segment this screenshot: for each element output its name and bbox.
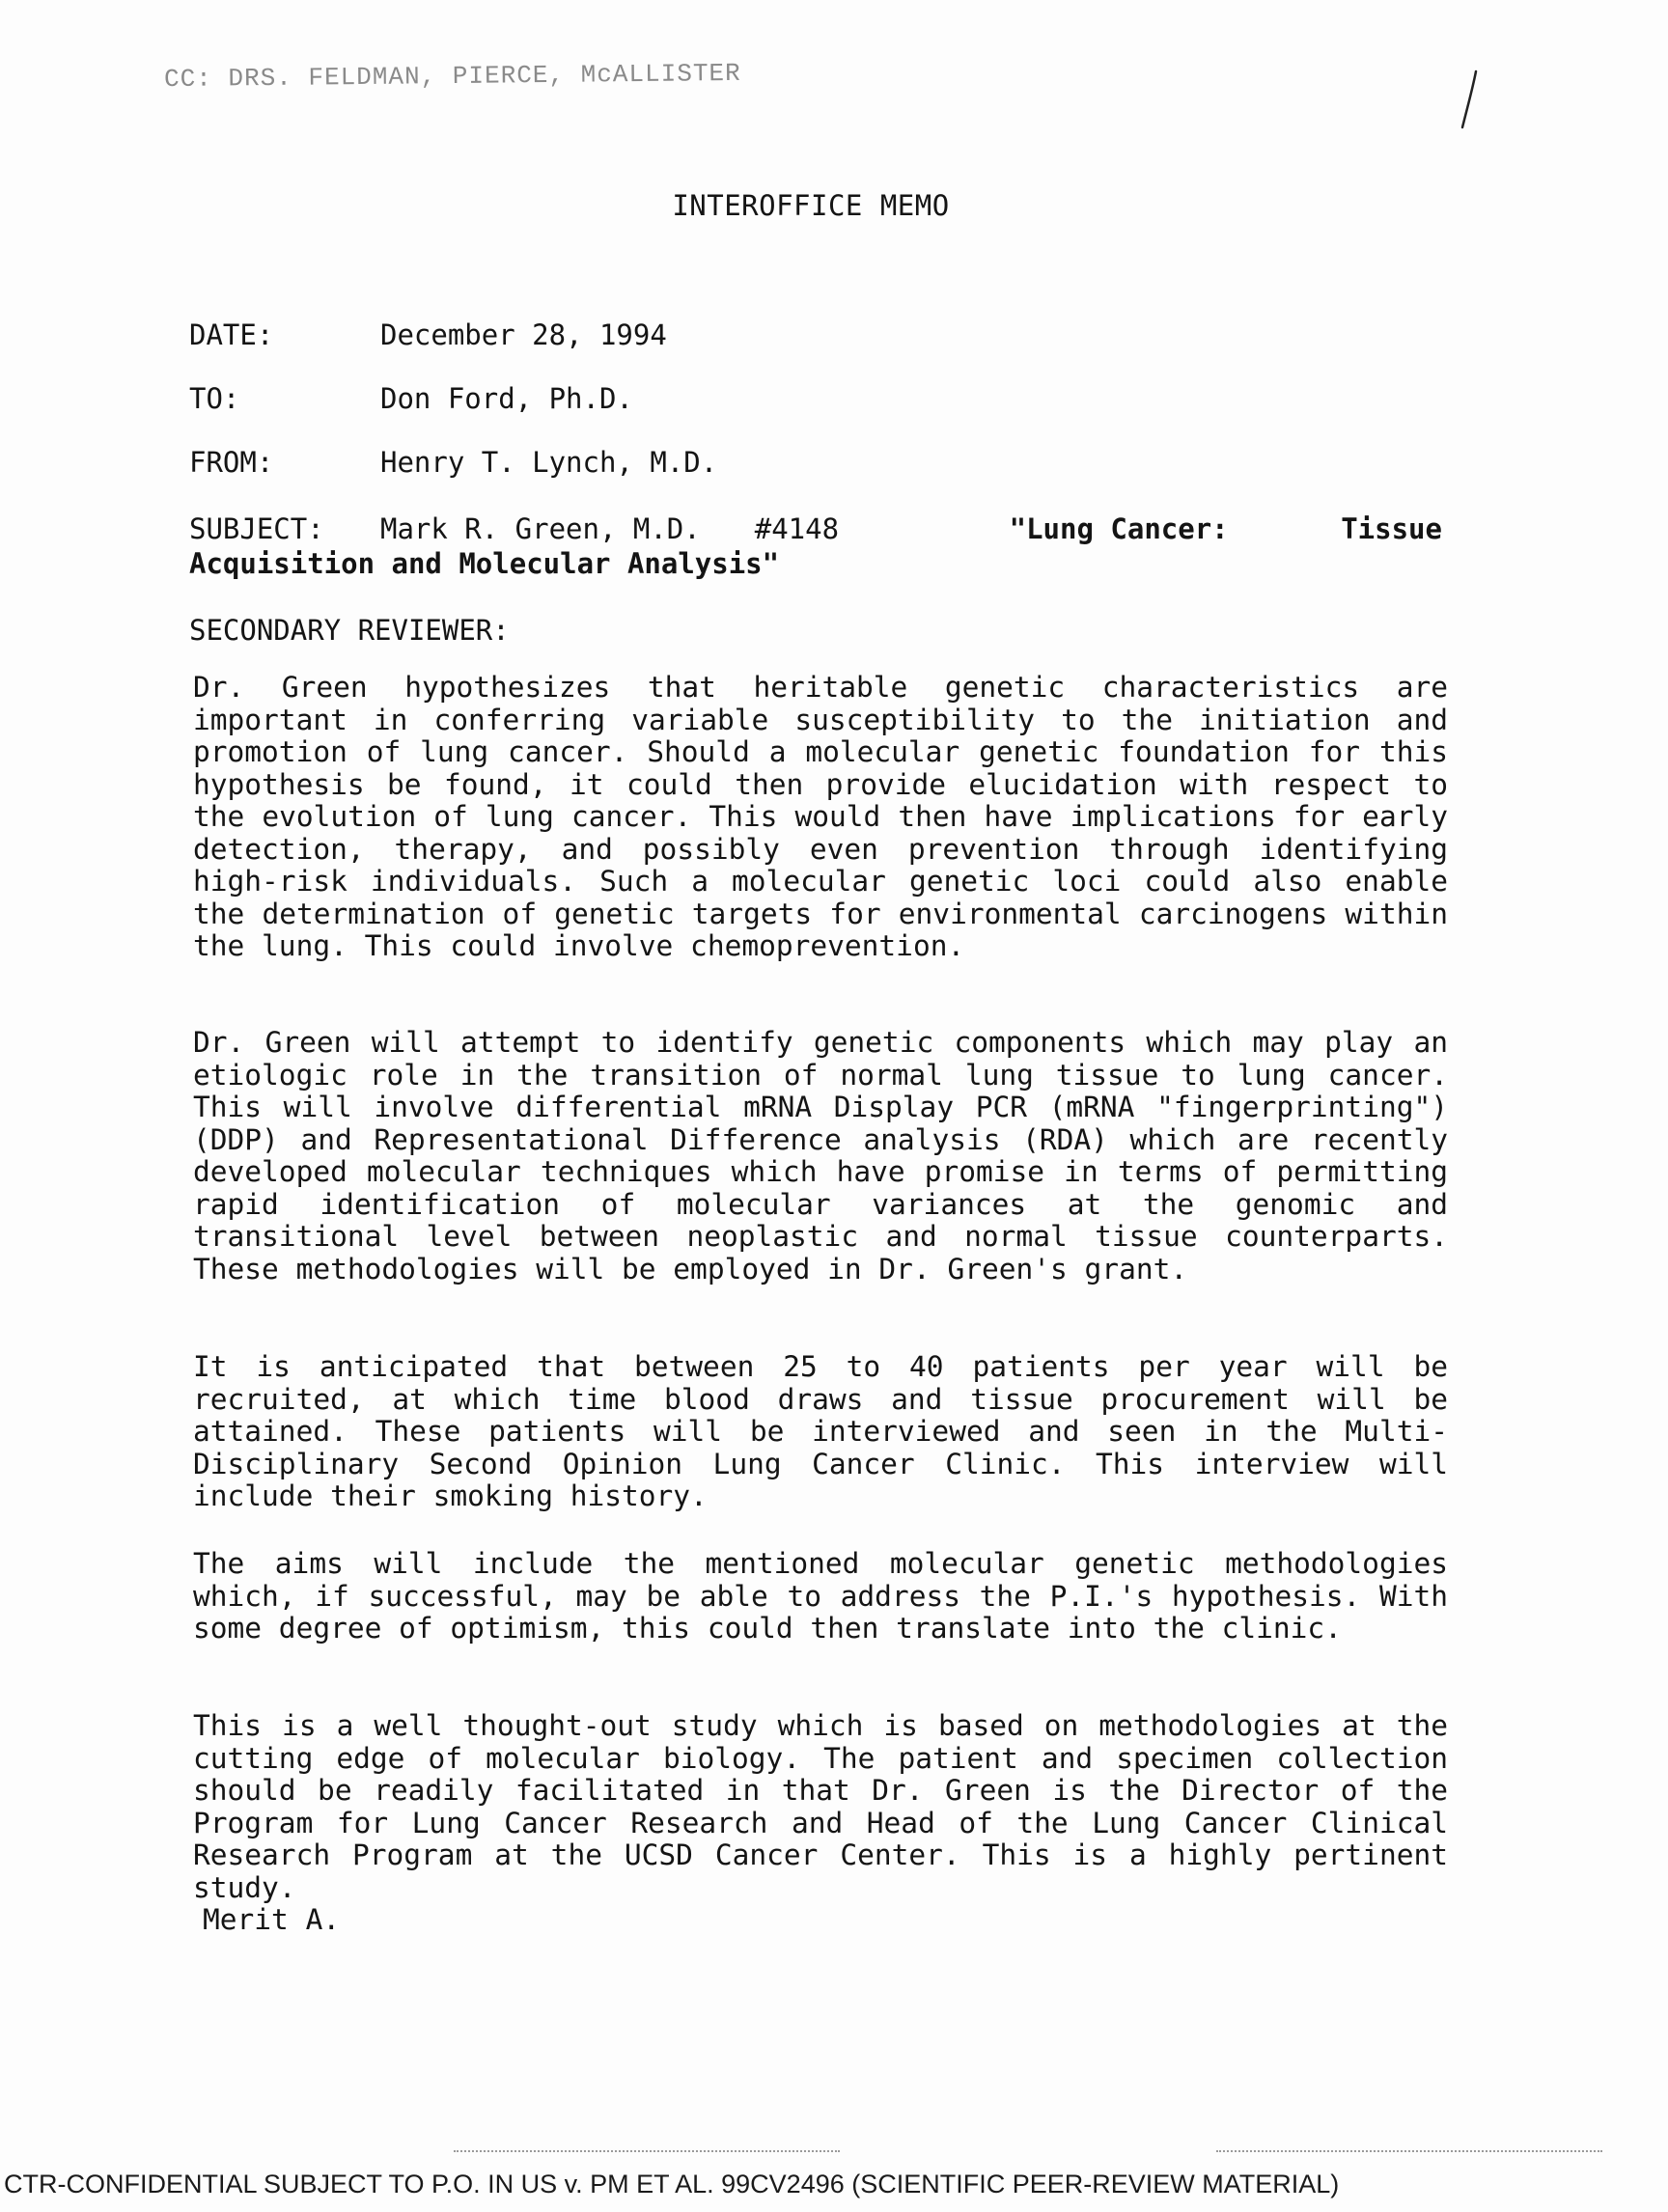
subject-label: SUBJECT: [189, 512, 324, 545]
paragraph-aims: The aims will include the mentioned molecular genetic methodologies which, if successful, may be able to address the P.I.'s hypothesis. With some degree of optimism, this could then translate into the clinic. [193, 1547, 1448, 1645]
to-row [189, 382, 633, 415]
paragraph-recruitment: It is anticipated that between 25 to 40 patients per year will be recruited, at which time blood draws and tissue procurement will be attained. These patients will be interviewed and seen in the Multi-Disciplinary Second Opinion Lung Cancer Clinic. This interview will include their smoking history. [193, 1350, 1448, 1512]
from-label: FROM: [189, 446, 274, 479]
from-value: Henry T. Lynch, M.D. [380, 446, 718, 479]
subject-title-line2: Acquisition and Molecular Analysis" [189, 547, 780, 580]
subject-title-part2: Tissue [1341, 512, 1442, 545]
merit-rating: Merit A. [203, 1903, 341, 1936]
scan-artifact-dots [454, 2150, 840, 2154]
handwritten-slash-mark [1460, 69, 1479, 131]
date-value: December 28, 1994 [380, 318, 667, 351]
from-row [189, 446, 717, 479]
scan-artifact-dots [1216, 2150, 1602, 2154]
to-value: Don Ford, Ph.D. [380, 382, 633, 415]
subject-block [189, 512, 1442, 581]
to-label: TO: [189, 382, 240, 415]
confidentiality-footer: CTR-CONFIDENTIAL SUBJECT TO P.O. IN US v. PM ET AL. 99CV2496 (SCIENTIFIC PEER-REVIEW MATERIAL) [4, 2170, 1340, 2198]
paragraph-methods: Dr. Green will attempt to identify genetic components which may play an etiologic role in the transition of normal lung tissue to lung cancer. This will involve differential mRNA Display PCR (mRNA "fingerprinting") (DDP) and Representational Difference analysis (RDA) which are recently developed molecular techniques which have promise in terms of permitting rapid identification of molecular variances at the genomic and transitional level between neoplastic and normal tissue counterparts. These methodologies will be employed in Dr. Green's grant. [193, 1026, 1448, 1286]
cc-distribution-line: CC: DRS. FELDMAN, PIERCE, McALLISTER [163, 58, 741, 95]
paragraph-assessment: This is a well thought-out study which is based on methodologies at the cutting edge of molecular biology. The patient and specimen collection should be readily facilitated in that Dr. Green is the Director of the Program for Lung Cancer Research and Head of the Lung Cancer Clinical Research Program at the UCSD Cancer Center. This is a highly pertinent study. [193, 1709, 1448, 1904]
secondary-reviewer-label: SECONDARY REVIEWER: [189, 614, 510, 647]
subject-number: #4148 [754, 512, 840, 545]
subject-person: Mark R. Green, M.D. [380, 512, 701, 545]
date-row [189, 318, 667, 351]
memo-title: INTEROFFICE MEMO [672, 189, 950, 222]
subject-title-part1: "Lung Cancer: [1009, 512, 1229, 545]
paragraph-hypothesis: Dr. Green hypothesizes that heritable genetic characteristics are important in conferring variable susceptibility to the initiation and promotion of lung cancer. Should a molecular genetic foundation for this hypothesis be found, it could then provide elucidation with respect to the evolution of lung cancer. This would then have implications for early detection, therapy, and possibly even prevention through identifying high-risk individuals. Such a molecular genetic loci could also enable the determination of genetic targets for environmental carcinogens within the lung. This could involve chemoprevention. [193, 671, 1448, 962]
date-label: DATE: [189, 318, 274, 351]
